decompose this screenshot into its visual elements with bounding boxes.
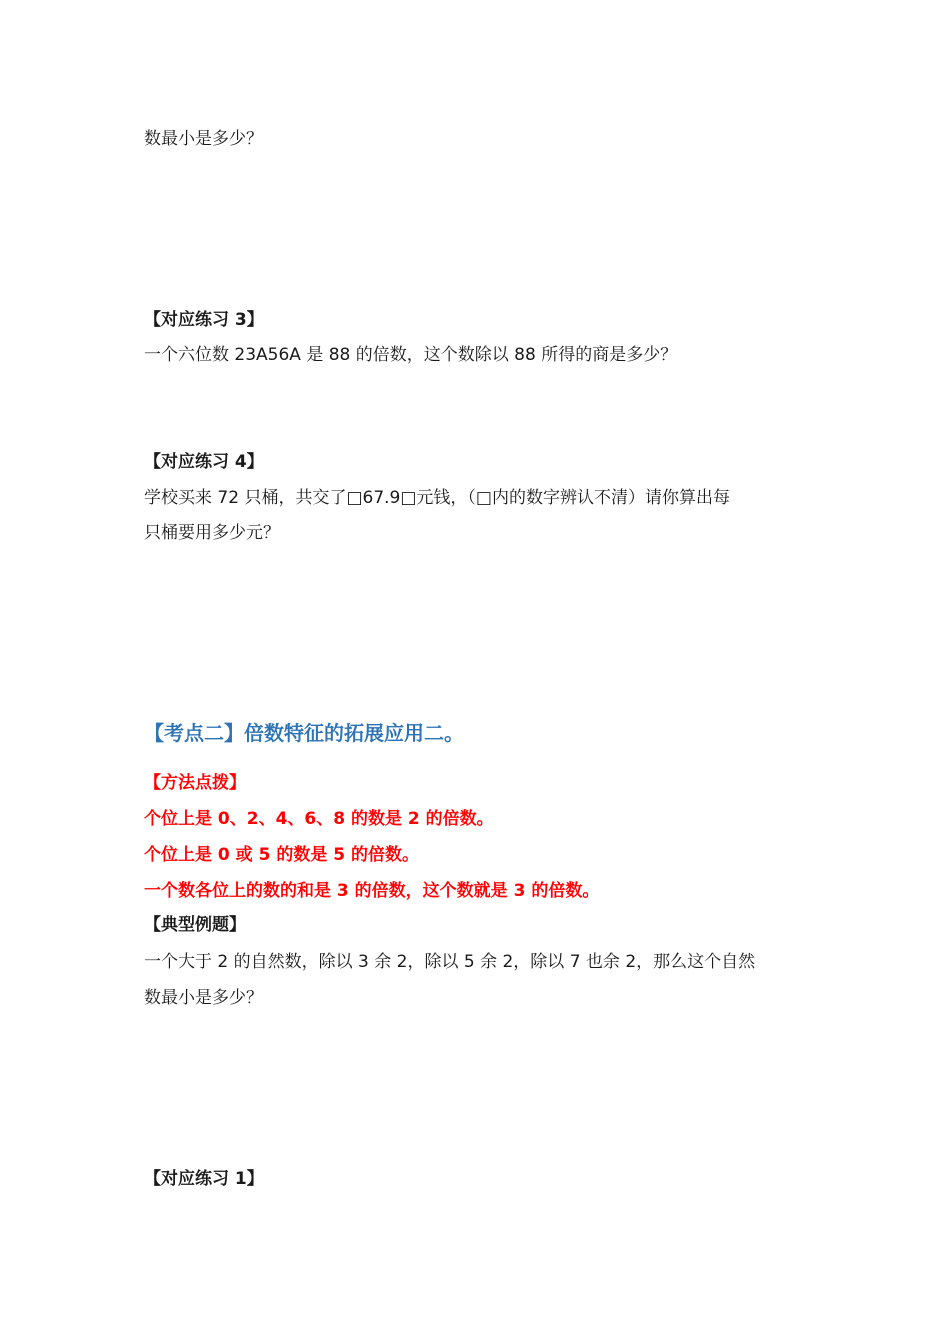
section-two-title: 【考点二】倍数特征的拓展应用二。 bbox=[144, 721, 464, 745]
practice-1-label: 【对应练习 1】 bbox=[144, 1169, 264, 1189]
method-rule-3: 一个数各位上的数的和是 3 的倍数，这个数就是 3 的倍数。 bbox=[144, 881, 600, 901]
method-rule-1: 个位上是 0、2、4、6、8 的数是 2 的倍数。 bbox=[144, 809, 494, 829]
practice-4-question-line-1: 学校买来 72 只桶，共交了□67.9□元钱，（□内的数字辨认不清）请你算出每 bbox=[144, 488, 730, 508]
practice-4-question-line-2: 只桶要用多少元？ bbox=[144, 523, 280, 543]
practice-4-label: 【对应练习 4】 bbox=[144, 452, 264, 472]
practice-3-label: 【对应练习 3】 bbox=[144, 310, 264, 330]
practice-3-question: 一个六位数 23A56A 是 88 的倍数，这个数除以 88 所得的商是多少？ bbox=[144, 345, 678, 365]
example-question-line-1: 一个大于 2 的自然数，除以 3 余 2，除以 5 余 2，除以 7 也余 2，那么这个自然 bbox=[144, 952, 756, 972]
continuation-text: 数最小是多少？ bbox=[144, 129, 263, 149]
method-label: 【方法点拨】 bbox=[144, 773, 246, 793]
example-label: 【典型例题】 bbox=[144, 915, 246, 935]
example-question-line-2: 数最小是多少？ bbox=[144, 988, 263, 1008]
method-rule-2: 个位上是 0 或 5 的数是 5 的倍数。 bbox=[144, 845, 419, 865]
